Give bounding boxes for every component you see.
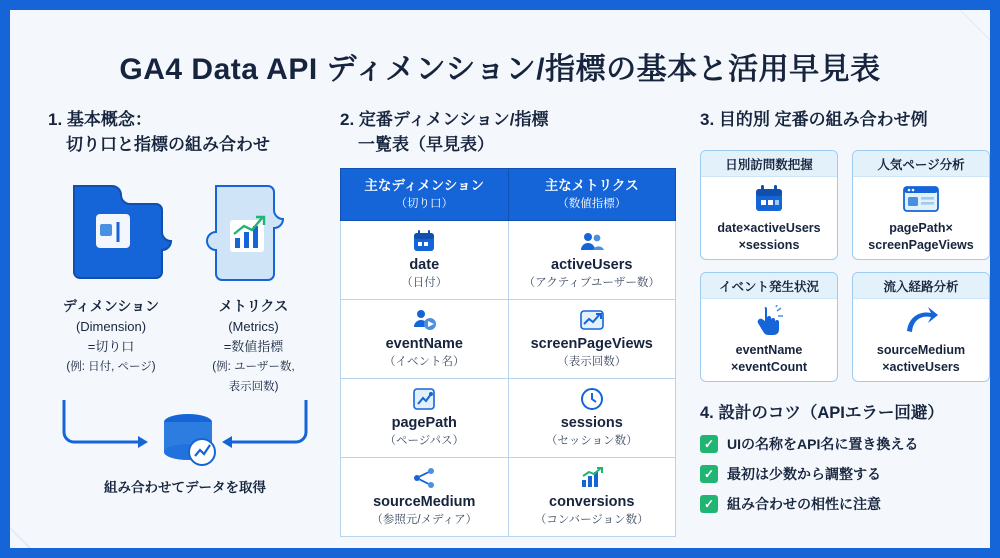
list-item: [700, 494, 990, 514]
table-header-row: [341, 169, 676, 221]
table-cell-name: pagePath: [391, 414, 457, 431]
table-cell-sub: （参照元/メディア）: [371, 513, 478, 526]
table-cell-metric: [508, 457, 676, 536]
usecase-combo-line2: ×activeUsers: [882, 359, 960, 374]
page-title: GA4 Data API ディメンション/指標の基本と活用早見表: [119, 53, 881, 86]
reference-table: [340, 168, 676, 537]
section-2-heading-line2: 一覧表（早見表）: [358, 134, 494, 154]
tip-text: 組み合わせの相性に注意: [727, 496, 881, 512]
table-cell-sub: （イベント名）: [384, 355, 465, 368]
curved-arrow-icon: [853, 305, 989, 339]
combine-result-label: 組み合わせてデータを取得: [104, 480, 266, 495]
list-item: [700, 434, 990, 454]
usecase-card-event-status[interactable]: [700, 272, 838, 382]
usecase-combo-line1: pagePath×: [889, 221, 953, 235]
click-hand-icon: [701, 305, 837, 339]
usecase-combo-line2: ×eventCount: [730, 359, 808, 374]
slide-canvas: [10, 10, 990, 548]
database-chart-icon: [150, 408, 226, 472]
check-icon: ✓: [700, 495, 718, 513]
clock-icon: [511, 386, 674, 412]
table-row: [341, 220, 676, 299]
source-medium-icon: [343, 465, 506, 491]
table-cell-sub: （アクティブユーザー数）: [523, 276, 660, 289]
page-path-icon: [343, 386, 506, 412]
section-2-heading: [340, 108, 690, 157]
calendar-icon: [701, 183, 837, 217]
puzzle-piece-chart-icon: [196, 178, 316, 286]
tip-text: 最初は少数から調整する: [727, 466, 881, 482]
line-chart-icon: [511, 307, 674, 333]
usecase-combo-line1: eventName: [735, 343, 803, 357]
section-1-heading-line1: 1. 基本概念：: [48, 110, 152, 129]
metrics-caption: [186, 296, 321, 397]
usecase-card-popular-pages[interactable]: [852, 150, 990, 260]
table-cell-name: sessions: [560, 414, 623, 431]
table-cell-dimension: [341, 378, 509, 457]
dimension-caption: [46, 296, 176, 376]
table-header-metric-sub: （数値指標）: [557, 197, 627, 210]
table-row: [341, 457, 676, 536]
usecase-combo-line1: sourceMedium: [876, 343, 966, 357]
usecase-combo-line1: date×activeUsers: [717, 221, 821, 235]
section-1-heading: [48, 108, 338, 157]
section-4-heading: 4. 設計のコツ（APIエラー回避）: [700, 404, 944, 422]
table-cell-dimension: [341, 457, 509, 536]
usecase-card-title: 人気ページ分析: [853, 151, 989, 177]
table-cell-name: eventName: [385, 335, 463, 352]
table-header-dimension-main: 主なディメンション: [364, 178, 485, 193]
metrics-label-en: (Metrics): [228, 319, 279, 334]
check-icon: ✓: [700, 435, 718, 453]
table-cell-name: conversions: [549, 493, 635, 510]
dimension-label-jp: ディメンション: [62, 298, 160, 314]
event-user-icon: [343, 307, 506, 333]
table-header-metric-main: 主なメトリクス: [544, 178, 639, 193]
calendar-icon: [343, 228, 506, 254]
table-cell-sub: （コンバージョン数）: [534, 513, 649, 526]
table-cell-metric: [508, 220, 676, 299]
table-header-metric: [508, 169, 676, 221]
usecase-card-traffic-source[interactable]: [852, 272, 990, 382]
check-icon: ✓: [700, 465, 718, 483]
metrics-label-jp: メトリクス: [218, 298, 289, 314]
table-row: [341, 378, 676, 457]
table-cell-sub: （ページパス）: [384, 434, 464, 447]
usecase-combo-line2: screenPageViews: [868, 237, 974, 252]
dimension-label-example: (例: 日付, ページ): [66, 361, 156, 373]
table-cell-dimension: [341, 220, 509, 299]
usecase-combo-line2: ×sessions: [738, 237, 800, 252]
table-cell-sub: （セッション数）: [545, 434, 638, 447]
table-cell-name: screenPageViews: [530, 335, 653, 352]
browser-window-icon: [853, 183, 989, 217]
table-cell-metric: [508, 299, 676, 378]
list-item: [700, 464, 990, 484]
bar-chart-up-icon: [511, 465, 674, 491]
usecase-card-combo: [853, 342, 989, 376]
table-row: [341, 299, 676, 378]
table-cell-name: date: [409, 256, 440, 273]
puzzle-piece-icon: [66, 178, 186, 286]
section-3-heading: 3. 目的別 定番の組み合わせ例: [700, 110, 928, 129]
table-cell-sub: （表示回数）: [557, 355, 627, 368]
metrics-label-eq: =数値指標: [223, 338, 284, 354]
section-2-heading-line1: 2. 定番ディメンション/指標: [340, 110, 549, 129]
table-cell-dimension: [341, 299, 509, 378]
table-cell-name: activeUsers: [551, 256, 633, 273]
usecase-card-title: 日別訪問数把握: [701, 151, 837, 177]
users-icon: [511, 228, 674, 254]
usecase-card-combo: [701, 342, 837, 376]
usecase-card-title: イベント発生状況: [701, 273, 837, 299]
table-cell-metric: [508, 378, 676, 457]
usecase-card-combo: [701, 220, 837, 254]
dimension-label-en: (Dimension): [75, 319, 147, 334]
table-header-dimension: [341, 169, 509, 221]
tips-list: [700, 434, 990, 524]
table-cell-sub: （日付）: [401, 276, 448, 289]
tip-text: UIの名称をAPI名に置き換える: [727, 436, 919, 452]
section-1-heading-line2: 切り口と指標の組み合わせ: [66, 134, 270, 154]
table-header-dimension-sub: （切り口）: [395, 197, 453, 210]
metrics-label-example-line1: (例: ユーザー数,: [212, 361, 295, 373]
dimension-label-eq: =切り口: [87, 338, 135, 354]
usecase-card-combo: [853, 220, 989, 254]
table-cell-name: sourceMedium: [373, 493, 476, 510]
usecase-card-daily-visits[interactable]: [700, 150, 838, 260]
usecase-card-title: 流入経路分析: [853, 273, 989, 299]
metrics-label-example-line2: 表示回数): [228, 381, 279, 394]
